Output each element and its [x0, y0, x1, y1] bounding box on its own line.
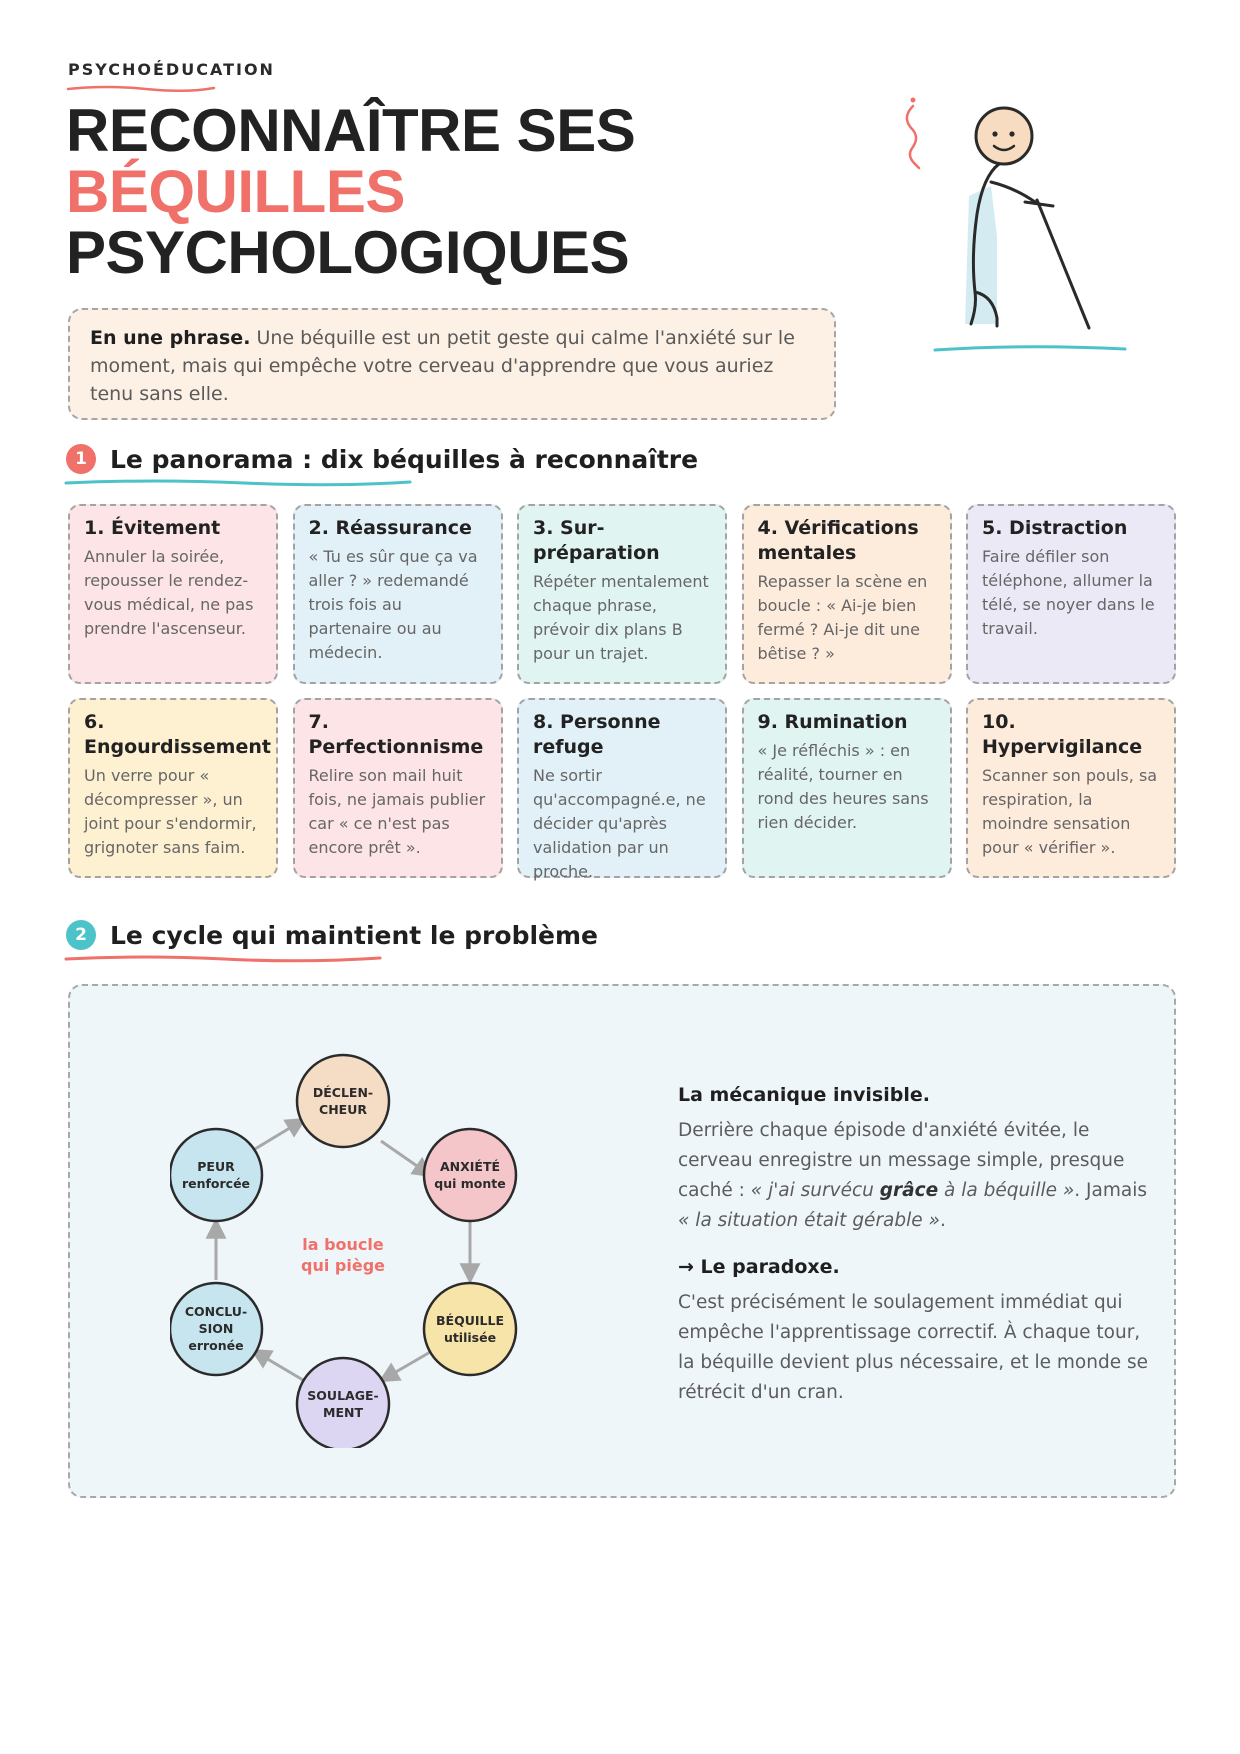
svg-text:renforcée: renforcée — [181, 1176, 251, 1191]
cycle-node-fear — [170, 1129, 262, 1221]
section-1-number: 1 — [66, 444, 96, 474]
svg-text:utilisée: utilisée — [443, 1330, 497, 1345]
section-2-number: 2 — [66, 920, 96, 950]
section-2-underline — [64, 954, 384, 964]
summary-box — [68, 308, 836, 420]
crutch-card — [966, 698, 1176, 878]
kicker-label: PSYCHOÉDUCATION — [68, 60, 275, 79]
cycle-node-anxiety — [424, 1129, 516, 1221]
cycle-center-label — [301, 1235, 385, 1275]
cycle-arrow — [254, 1351, 303, 1380]
crutch-card-text: Répéter mentalement chaque phrase, prévoir dix plans B pour un trajet. — [533, 572, 709, 663]
page-title — [66, 97, 636, 286]
svg-text:MENT: MENT — [323, 1405, 363, 1420]
cycle-explanation — [678, 1084, 1158, 1428]
crutch-card — [68, 698, 278, 878]
crutch-card-text: Ne sortir qu'accompagné.e, ne décider qu'après validation par un proche. — [533, 766, 706, 881]
svg-text:qui monte: qui monte — [434, 1176, 506, 1191]
explanation-heading-2: → Le paradoxe. — [678, 1256, 840, 1278]
title-line-3: PSYCHOLOGIQUES — [66, 219, 630, 286]
cycle-node-conclusion — [170, 1283, 262, 1375]
crutch-card-text: Scanner son pouls, sa respiration, la moindre sensation pour « vérifier ». — [982, 766, 1158, 857]
cycle-panel — [68, 984, 1176, 1498]
cycle-node-relief — [297, 1358, 389, 1448]
crutch-card-text: « Tu es sûr que ça va aller ? » redemandé trois fois au partenaire ou au médecin. — [308, 547, 478, 662]
crutch-card — [517, 698, 727, 881]
cycle-diagram — [170, 1018, 570, 1448]
summary-lead: En une phrase. — [90, 327, 251, 349]
crutch-card-title: 8. Personne refuge — [533, 711, 661, 758]
stick-figure-with-crutch-illustration — [905, 96, 1135, 366]
svg-text:BÉQUILLE: BÉQUILLE — [436, 1313, 504, 1328]
crutch-card-title: 4. Vérifications mentales — [757, 517, 919, 564]
section-1-title: Le panorama : dix béquilles à reconnaître — [110, 444, 699, 474]
crutch-card — [742, 698, 952, 878]
kicker-underline — [66, 84, 216, 94]
cycle-arrow — [382, 1351, 432, 1380]
crutch-card-text: Relire son mail huit fois, ne jamais publier car « ce n'est pas encore prêt ». — [308, 766, 486, 857]
crutch-card-text: « Je réfléchis » : en réalité, tourner en rond des heures sans rien décider. — [757, 741, 929, 832]
explanation-paragraph-1: Derrière chaque épisode d'anxiété évitée, le cerveau enregistre un message simple, presque caché : « j'ai survécu grâce à la béquille ». Jamais « la situation était gérable ». — [678, 1120, 1147, 1231]
crutch-card-title: 10. Hypervigilance — [982, 711, 1143, 758]
svg-text:SOULAGE-: SOULAGE- — [307, 1388, 379, 1403]
svg-text:erronée: erronée — [188, 1338, 244, 1353]
crutch-card-title: 9. Rumination — [757, 711, 908, 733]
crutch-card-text: Annuler la soirée, repousser le rendez-vous médical, ne pas prendre l'ascenseur. — [84, 547, 254, 638]
crutch-card — [68, 504, 278, 684]
svg-text:DÉCLEN-: DÉCLEN- — [312, 1085, 374, 1100]
cycle-arrow — [381, 1141, 430, 1175]
crutch-card — [293, 504, 503, 684]
crutch-card-title: 6. Engourdissement — [84, 711, 271, 758]
explanation-paragraph-2: C'est précisément le soulagement immédiat qui empêche l'apprentissage correctif. À chaque tour, la béquille devient plus nécessaire, et le monde se rétrécit d'un cran. — [678, 1292, 1148, 1403]
crutch-card-title: 3. Sur-préparation — [533, 517, 660, 564]
title-line-1: RECONNAÎTRE SES — [66, 97, 636, 164]
section-2-header — [66, 920, 598, 950]
crutch-card-text: Repasser la scène en boucle : « Ai-je bien fermé ? Ai-je dit une bêtise ? » — [757, 572, 928, 663]
svg-text:ANXIÉTÉ: ANXIÉTÉ — [439, 1159, 501, 1174]
svg-text:PEUR: PEUR — [197, 1159, 235, 1174]
svg-text:CHEUR: CHEUR — [319, 1102, 367, 1117]
cycle-arrow — [255, 1120, 303, 1149]
svg-text:la boucle: la boucle — [302, 1235, 384, 1254]
crutch-card-text: Faire défiler son téléphone, allumer la télé, se noyer dans le travail. — [982, 547, 1155, 638]
crutch-card-title: 2. Réassurance — [308, 517, 472, 539]
crutch-card — [966, 504, 1176, 684]
crutches-grid — [68, 504, 1176, 881]
cycle-node-trigger — [297, 1055, 389, 1147]
crutch-card — [742, 504, 952, 684]
crutch-card-title: 7. Perfectionnisme — [308, 711, 484, 758]
svg-text:SION: SION — [198, 1321, 234, 1336]
summary-text: Une béquille est un petit geste qui calme l'anxiété sur le moment, mais qui empêche votre cerveau d'apprendre que vous auriez tenu sans elle. — [90, 327, 795, 405]
section-2-title: Le cycle qui maintient le problème — [110, 920, 598, 950]
svg-text:qui piège: qui piège — [301, 1256, 385, 1275]
cycle-node-crutch — [424, 1283, 516, 1375]
section-1-underline — [64, 478, 414, 488]
crutch-card-title: 5. Distraction — [982, 517, 1128, 539]
section-1-header — [66, 444, 698, 474]
crutch-card-text: Un verre pour « décompresser », un joint pour s'endormir, grignoter sans faim. — [84, 766, 257, 857]
crutch-card-title: 1. Évitement — [84, 517, 221, 539]
explanation-heading-1: La mécanique invisible. — [678, 1084, 930, 1106]
svg-text:CONCLU-: CONCLU- — [184, 1304, 248, 1319]
crutch-card — [517, 504, 727, 684]
title-line-2: BÉQUILLES — [66, 158, 405, 225]
crutch-card — [293, 698, 503, 878]
